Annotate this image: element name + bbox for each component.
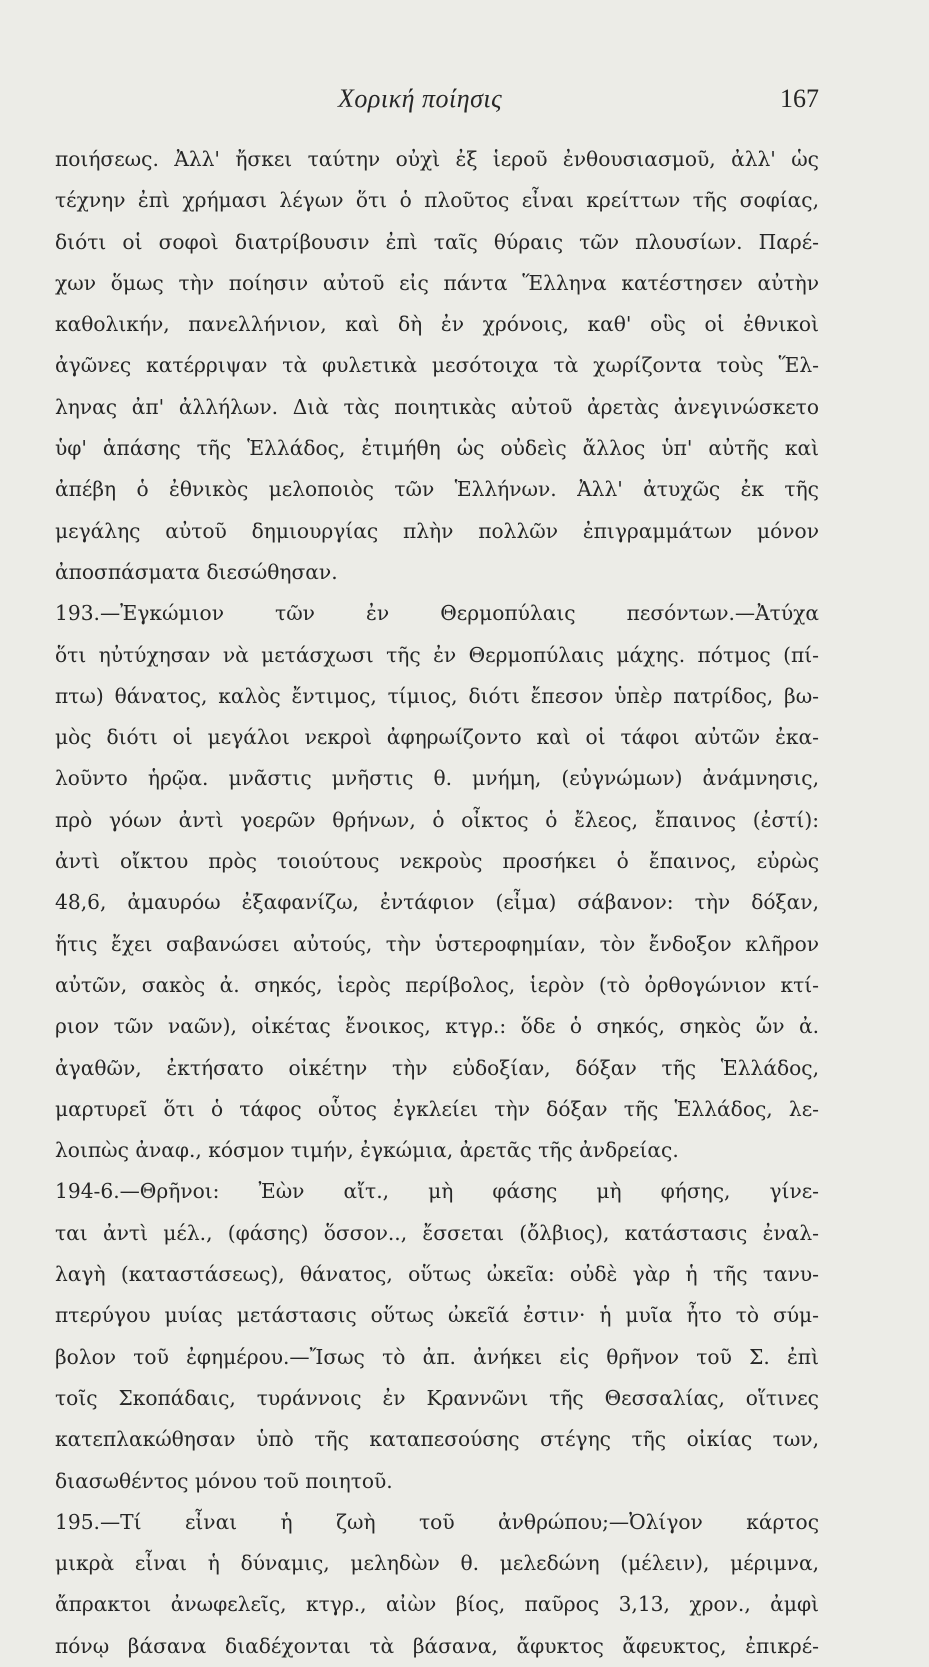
body-text	[55, 139, 819, 1667]
text-line: ὅτι ηὐτύχησαν νὰ μετάσχωσι τῆς ἐν Θερμοπύλαις μάχης. πότμος (πί-	[55, 642, 819, 667]
text-line: μὸς διότι οἱ μεγάλοι νεκροὶ ἀφηρωίζοντο καὶ οἱ τάφοι αὐτῶν ἐκα-	[55, 725, 819, 750]
text-line: διασωθέντος μόνου τοῦ ποιητοῦ.	[55, 1468, 393, 1493]
text-line: τέχνην ἐπὶ χρήμασι λέγων ὅτι ὁ πλοῦτος εἶναι κρείττων τῆς σοφίας,	[55, 188, 819, 213]
text-line: ται ἀντὶ μέλ., (φάσης) ὅσσον.., ἔσσεται (ὄλβιος), κατάστασις ἐναλ-	[55, 1220, 819, 1245]
text-line: αὐτῶν, σακὸς ἀ. σηκός, ἱερὸς περίβολος, ἱερὸν (τὸ ὀρθογώνιον κτί-	[55, 972, 819, 997]
text-line: μικρὰ εἶναι ἡ δύναμις, μεληδὼν θ. μελεδώνη (μέλειν), μέριμνα,	[55, 1551, 819, 1576]
text-line: ἀντὶ οἴκτου πρὸς τοιούτους νεκροὺς προσήκει ὁ ἔπαινος, εὐρὼς	[55, 849, 819, 874]
page-header	[0, 84, 929, 124]
text-line: μεγάλης αὐτοῦ δημιουργίας πλὴν πολλῶν ἐπιγραμμάτων μόνον	[55, 518, 819, 543]
text-line: λοιπὼς ἀναφ., κόσμον τιμήν, ἐγκώμια, ἀρετᾶς τῆς ἀνδρείας.	[55, 1138, 679, 1163]
running-title: Χορική ποίησις	[338, 84, 503, 113]
text-line: χων ὅμως τὴν ποίησιν αὐτοῦ εἰς πάντα Ἕλληνα κατέστησεν αὐτὴν	[55, 270, 819, 295]
text-line: ἀγαθῶν, ἐκτήσατο οἰκέτην τὴν εὐδοξίαν, δόξαν τῆς Ἑλλάδος,	[55, 1055, 819, 1080]
page-number: 167	[780, 84, 819, 113]
text-line: ριον τῶν ναῶν), οἰκέτας ἔνοικος, κτγρ.: ὅδε ὁ σηκός, σηκὸς ὤν ἀ.	[55, 1014, 819, 1039]
section-heading-194-6: 194-6.—Θρῆνοι: Ἐὼν αἴτ., μὴ φάσης μὴ φήσης, γίνε-	[55, 1179, 819, 1204]
text-line: κατεπλακώθησαν ὑπὸ τῆς καταπεσούσης στέγης τῆς οἰκίας των,	[55, 1427, 819, 1452]
text-line: ἀπέβη ὁ ἐθνικὸς μελοποιὸς τῶν Ἑλλήνων. Ἀλλ' ἀτυχῶς ἐκ τῆς	[55, 477, 819, 502]
text-line: βολον τοῦ ἐφημέρου.—Ἴσως τὸ ἀπ. ἀνήκει εἰς θρῆνον τοῦ Σ. ἐπὶ	[55, 1344, 819, 1369]
text-line: ἄπρακτοι ἀνωφελεῖς, κτγρ., αἰὼν βίος, παῦρος 3,13, χρον., ἀμφὶ	[55, 1592, 819, 1617]
text-line: πτω) θάνατος, καλὸς ἔντιμος, τίμιος, διότι ἔπεσον ὑπὲρ πατρίδος, βω-	[55, 683, 819, 708]
text-line: λοῦντο ἡρῷα. μνᾶστις μνῆστις θ. μνήμη, (εὐγνώμων) ἀνάμνησις,	[55, 766, 819, 791]
text-line: καθολικήν, πανελλήνιον, καὶ δὴ ἐν χρόνοις, καθ' οὓς οἱ ἐθνικοὶ	[55, 312, 819, 337]
text-line: διότι οἱ σοφοὶ διατρίβουσιν ἐπὶ ταῖς θύραις τῶν πλουσίων. Παρέ-	[55, 229, 819, 254]
section-heading-193: 193.—Ἐγκώμιον τῶν ἐν Θερμοπύλαις πεσόντων.—Ἀτύχα	[55, 601, 819, 626]
text-line: λαγὴ (καταστάσεως), θάνατος, οὕτως ὠκεῖα: οὐδὲ γὰρ ἡ τῆς τανυ-	[55, 1262, 819, 1287]
text-line: πρὸ γόων ἀντὶ γοερῶν θρήνων, ὁ οἶκτος ὁ ἔλεος, ἔπαινος (ἐστί):	[55, 807, 819, 832]
text-line: ὑφ' ἁπάσης τῆς Ἑλλάδος, ἐτιμήθη ὡς οὐδεὶς ἄλλος ὑπ' αὐτῆς καὶ	[55, 436, 819, 461]
section-heading-195: 195.—Τί εἶναι ἡ ζωὴ τοῦ ἀνθρώπου;—Ὀλίγον κάρτος	[55, 1509, 819, 1534]
text-line: πόνῳ βάσανα διαδέχονται τὰ βάσανα, ἄφυκτος ἄφευκτος, ἐπικρέ-	[55, 1633, 819, 1658]
text-line: πτερύγου μυίας μετάστασις οὕτως ὠκεῖά ἐστιν· ἡ μυῖα ἦτο τὸ σύμ-	[55, 1303, 819, 1328]
text-line: ἀποσπάσματα διεσώθησαν.	[55, 559, 338, 584]
text-line: τοῖς Σκοπάδαις, τυράννοις ἐν Κραννῶνι τῆς Θεσσαλίας, οἵτινες	[55, 1385, 819, 1410]
text-line: ἀγῶνες κατέρριψαν τὰ φυλετικὰ μεσότοιχα τὰ χωρίζοντα τοὺς Ἕλ-	[55, 353, 819, 378]
text-line: ἥτις ἔχει σαβανώσει αὐτούς, τὴν ὑστεροφημίαν, τὸν ἔνδοξον κλῆρον	[55, 931, 819, 956]
text-line: ποιήσεως. Ἀλλ' ἤσκει ταύτην οὐχὶ ἐξ ἱεροῦ ἐνθουσιασμοῦ, ἀλλ' ὡς	[55, 147, 819, 171]
text-line: ληνας ἀπ' ἀλλήλων. Διὰ τὰς ποιητικὰς αὐτοῦ ἀρετὰς ἀνεγινώσκετο	[55, 394, 819, 419]
text-line: 48,6, ἀμαυρόω ἐξαφανίζω, ἐντάφιον (εἶμα) σάβανον: τὴν δόξαν,	[55, 890, 819, 915]
text-line: μαρτυρεῖ ὅτι ὁ τάφος οὗτος ἐγκλείει τὴν δόξαν τῆς Ἑλλάδος, λε-	[55, 1096, 819, 1121]
